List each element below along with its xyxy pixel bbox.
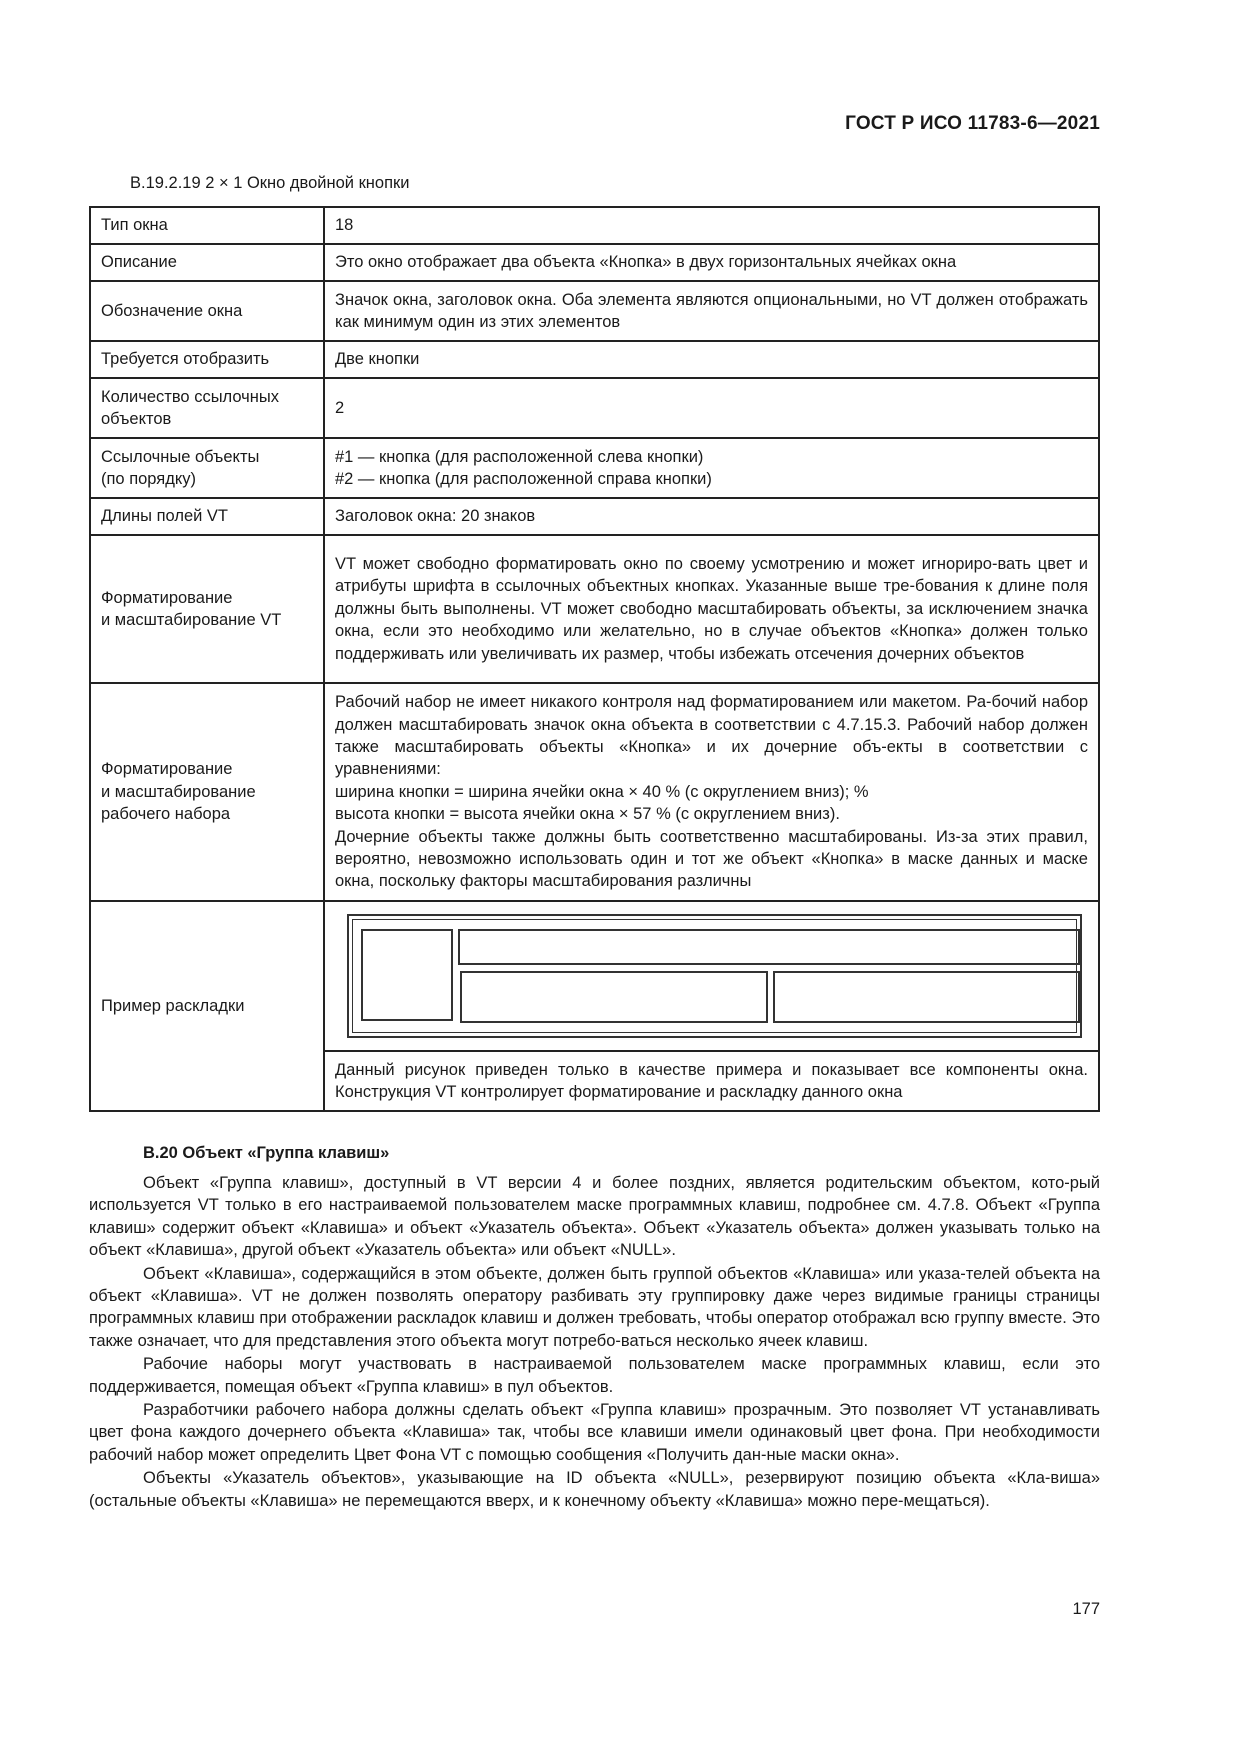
row-value: 18: [324, 207, 1099, 244]
paragraph: Рабочие наборы могут участвовать в настраиваемой пользователем маске программных клавиш, если это поддерживается, помещая объект «Группа клавиш» в пул объектов.: [89, 1355, 1100, 1396]
table-row: [90, 901, 1099, 1051]
row-label: Длины полей VT: [90, 498, 324, 535]
row-label: Форматирование и масштабирование VT: [90, 535, 324, 683]
paragraph: Объект «Клавиша», содержащийся в этом объекте, должен быть группой объектов «Клавиша» или указа-телей объекта на объект «Клавиша». VT не должен позволять оператору разбивать эту группировку даже через видимые границы страницы программных клавиш при отображении раскладок клавиш и должен требовать, чтобы оператор отображал всю группу вместе. Это также означает, что для представления этого объекта могут потребо-ваться несколько ячеек клавиш.: [89, 1264, 1100, 1350]
section-heading: B.20 Объект «Группа клавиш»: [143, 1144, 390, 1162]
table-row: [90, 535, 1099, 683]
body-text: [89, 1172, 1100, 1513]
row-value: Заголовок окна: 20 знаков: [324, 498, 1099, 535]
section-caption: B.19.2.19 2 × 1 Окно двойной кнопки: [130, 174, 410, 192]
table-row: [90, 281, 1099, 341]
window-cell-frame: [352, 919, 1077, 1033]
standard-designation: ГОСТ Р ИСО 11783-6—2021: [845, 113, 1100, 134]
row-label: Описание: [90, 244, 324, 281]
value-line: ширина кнопки = ширина ячейки окна × 40 % (с округлением вниз); %: [335, 782, 869, 801]
table-row: [90, 438, 1099, 498]
table-row: [90, 341, 1099, 378]
left-button-box: [460, 971, 768, 1023]
row-label: Тип окна: [90, 207, 324, 244]
table-row: [90, 244, 1099, 281]
row-value: Это окно отображает два объекта «Кнопка» в двух горизонтальных ячейках окна: [324, 244, 1099, 281]
table-row: [90, 378, 1099, 438]
row-value: Значок окна, заголовок окна. Оба элемента являются опциональными, но VT должен отображать как минимум один из этих элементов: [324, 281, 1099, 341]
right-button-box: [773, 971, 1080, 1023]
row-value: #1 — кнопка (для расположенной слева кнопки) #2 — кнопка (для расположенной справа кнопки): [324, 438, 1099, 498]
row-label: Пример раскладки: [90, 901, 324, 1111]
table-row: [90, 498, 1099, 535]
window-icon-box: [361, 929, 453, 1021]
row-value: Две кнопки: [324, 341, 1099, 378]
row-label: Форматирование и масштабирование рабочего набора: [90, 683, 324, 901]
table-row: [90, 683, 1099, 901]
spec-table: [89, 206, 1100, 1112]
row-value: [324, 683, 1099, 901]
layout-example-note: Данный рисунок приведен только в качестве примера и показывает все компоненты окна. Конструкция VT контролирует форматирование и раскладку данного окна: [324, 1051, 1099, 1111]
row-label: Обозначение окна: [90, 281, 324, 341]
window-title-box: [458, 929, 1080, 965]
table-row: [90, 207, 1099, 244]
row-label: Количество ссылочных объектов: [90, 378, 324, 438]
row-label: Требуется отобразить: [90, 341, 324, 378]
layout-example-diagram: [347, 914, 1082, 1038]
value-line: высота кнопки = высота ячейки окна × 57 % (с округлением вниз).: [335, 805, 840, 824]
paragraph: Разработчики рабочего набора должны сделать объект «Группа клавиш» прозрачным. Это позволяет VT устанавливать цвет фона каждого дочернего объекта «Клавиша» так, чтобы все клавиши имели одинаковый цвет фона. При необходимости рабочий набор может определить Цвет Фона VT с помощью сообщения «Получить дан-ные маски окна».: [89, 1401, 1100, 1464]
layout-example-cell: [324, 901, 1099, 1051]
value-line: Дочерние объекты также должны быть соответственно масштабированы. Из-за этих правил, вероятно, невозможно использовать один и тот же объект «Кнопка» в маске данных и маске окна, поскольку факторы масштабирования различны: [335, 827, 1088, 891]
row-value: VT может свободно форматировать окно по своему усмотрению и может игнориро-вать цвет и атрибуты шрифта в ссылочных объектных кнопках. Указанные выше тре-бования к длине поля должны быть выполнены. VT может свободно масштабировать объекты, за исключением значка окна, если это необходимо или желательно, но в случае объектов «Кнопка» должен только поддерживать или увеличивать их размер, чтобы избежать отсечения дочерних объектов: [324, 535, 1099, 683]
paragraph: Объект «Группа клавиш», доступный в VT версии 4 и более поздних, является родительским объектом, кото-рый используется VT только в его настраиваемой пользователем маске программных клавиш, подробнее см. 4.7.8. Объект «Группа клавиш» содержит объект «Клавиша» и объект «Указатель объекта». Объект «Указатель объекта» должен указывать только на объект «Клавиша», другой объект «Указатель объекта» или объект «NULL».: [89, 1174, 1100, 1260]
page-number: 177: [1072, 1600, 1100, 1618]
row-value: 2: [324, 378, 1099, 438]
value-line: Рабочий набор не имеет никакого контроля над форматированием или макетом. Ра-бочий набор должен масштабировать значок окна объекта в соответствии с 4.7.15.3. Рабочий набор должен также масштабировать объекты «Кнопка» и их дочерние объ-екты в соответствии с уравнениями:: [335, 693, 1088, 779]
paragraph: Объекты «Указатель объектов», указывающие на ID объекта «NULL», резервируют позицию объекта «Кла-виша» (остальные объекты «Клавиша» не перемещаются вверх, и к конечному объекту «Клавиша» можно пере-мещаться).: [89, 1469, 1100, 1510]
row-label: Ссылочные объекты (по порядку): [90, 438, 324, 498]
